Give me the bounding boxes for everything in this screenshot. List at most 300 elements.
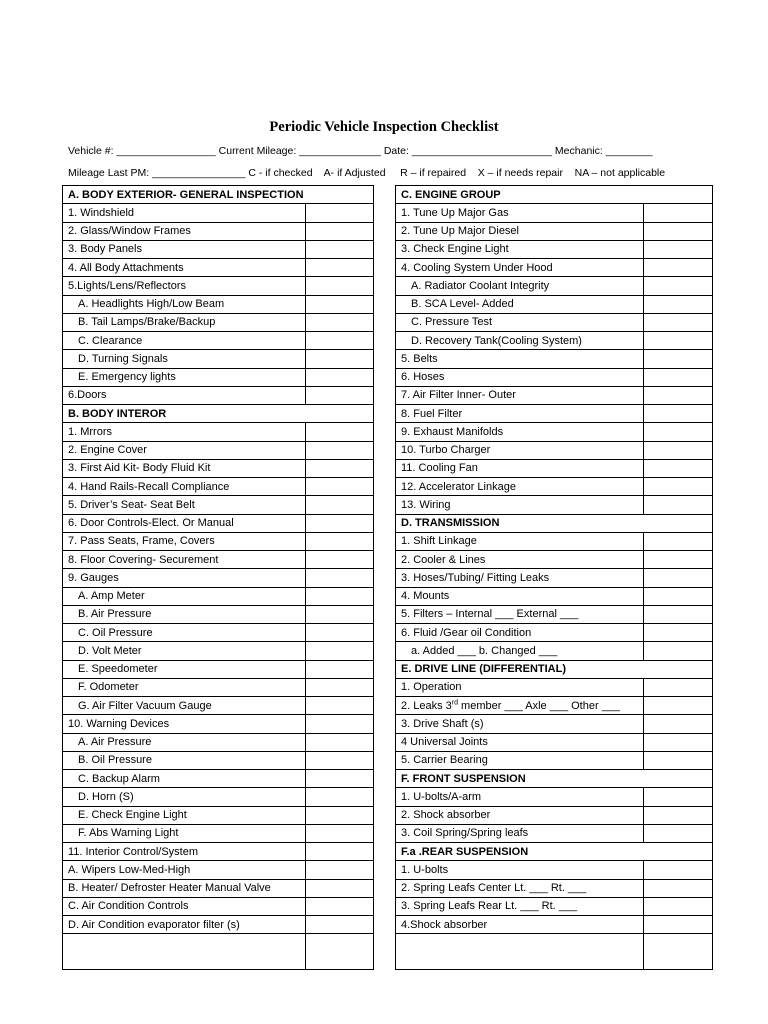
- check-entry-cell[interactable]: [644, 642, 713, 660]
- checklist-row: [396, 861, 713, 879]
- check-entry-cell[interactable]: [644, 313, 713, 331]
- item-label: 3. Coil Spring/Spring leafs: [401, 827, 529, 840]
- item-label-cell: [396, 551, 644, 569]
- checklist-row: [396, 313, 713, 331]
- check-entry-cell[interactable]: [644, 295, 713, 313]
- checklist-row: [63, 204, 374, 222]
- check-entry-cell[interactable]: [644, 240, 713, 258]
- item-label-cell: [63, 514, 306, 532]
- check-entry-cell[interactable]: [306, 806, 374, 824]
- item-label: C. Pressure Test: [411, 316, 493, 329]
- check-entry-cell[interactable]: [644, 897, 713, 915]
- check-entry-cell[interactable]: [644, 587, 713, 605]
- item-label-cell: [63, 350, 306, 368]
- check-entry-cell[interactable]: [644, 861, 713, 879]
- page-title: Periodic Vehicle Inspection Checklist: [269, 119, 499, 135]
- check-entry-cell[interactable]: [306, 386, 374, 404]
- item-label-cell: [63, 295, 306, 313]
- item-label-cell: [396, 478, 644, 496]
- checklist-row: [63, 751, 374, 769]
- item-label-cell: [63, 277, 306, 295]
- item-label-cell: [63, 916, 306, 934]
- check-entry-cell[interactable]: [644, 624, 713, 642]
- checklist-row: [63, 824, 374, 842]
- item-label-cell: [63, 532, 306, 550]
- checklist-row: [63, 916, 374, 934]
- item-label: D. Recovery Tank(Cooling System): [411, 334, 582, 347]
- checklist-row: [63, 660, 374, 678]
- check-entry-cell[interactable]: [644, 806, 713, 824]
- item-label: 2. Leaks 3: [401, 699, 452, 712]
- item-label-cell: [396, 386, 644, 404]
- item-label: 3. Hoses/Tubing/ Fitting Leaks: [401, 571, 550, 584]
- checklist-row: [396, 879, 713, 897]
- checklist-row: [396, 259, 713, 277]
- check-entry-cell[interactable]: [644, 423, 713, 441]
- checklist-row: [63, 532, 374, 550]
- item-label-cell: [63, 605, 306, 623]
- item-label: A. Wipers Low-Med-High: [68, 863, 191, 876]
- item-label: E. Emergency lights: [78, 371, 176, 384]
- check-entry-cell[interactable]: [306, 587, 374, 605]
- check-entry-cell[interactable]: [306, 478, 374, 496]
- item-label: 8. Fuel Filter: [401, 407, 463, 420]
- checklist-row: [396, 697, 713, 715]
- check-entry-cell[interactable]: [644, 350, 713, 368]
- checklist-row: [396, 478, 713, 496]
- item-label-cell: [396, 697, 644, 715]
- checklist-row: [63, 624, 374, 642]
- section-title-cell: [396, 770, 713, 788]
- check-entry-cell[interactable]: [644, 222, 713, 240]
- checklist-row: [396, 605, 713, 623]
- checklist-row: [63, 514, 374, 532]
- item-label-cell: [396, 916, 644, 934]
- section-title-cell: [396, 186, 713, 204]
- check-entry-cell[interactable]: [306, 843, 374, 861]
- item-label-cell: [396, 240, 644, 258]
- check-entry-cell[interactable]: [306, 277, 374, 295]
- check-entry-cell[interactable]: [644, 368, 713, 386]
- item-label-cell: [63, 770, 306, 788]
- item-label: 5. Belts: [401, 352, 438, 365]
- check-entry-cell[interactable]: [644, 204, 713, 222]
- item-label-cell: [63, 587, 306, 605]
- check-entry-cell[interactable]: [306, 332, 374, 350]
- checklist-row: [63, 697, 374, 715]
- section-title: E. DRIVE LINE (DIFFERENTIAL): [401, 663, 566, 676]
- item-label-cell: [63, 313, 306, 331]
- item-label-cell: [396, 751, 644, 769]
- item-label: 3. Drive Shaft (s): [401, 717, 484, 730]
- item-label: 11. Cooling Fan: [401, 462, 478, 475]
- item-label-cell: [396, 879, 644, 897]
- item-label: 2. Glass/Window Frames: [68, 225, 191, 238]
- check-entry-cell[interactable]: [306, 350, 374, 368]
- check-entry-cell[interactable]: [306, 879, 374, 897]
- item-label: C. Oil Pressure: [78, 626, 153, 639]
- item-label-cell: [63, 824, 306, 842]
- checklist-row: [396, 405, 713, 423]
- check-entry-cell[interactable]: [306, 751, 374, 769]
- item-label-cell: [396, 824, 644, 842]
- item-label: 5. Carrier Bearing: [401, 754, 488, 767]
- check-entry-cell[interactable]: [306, 770, 374, 788]
- check-entry-cell[interactable]: [644, 916, 713, 934]
- check-entry-cell[interactable]: [306, 532, 374, 550]
- checklist-row: [63, 551, 374, 569]
- checklist-row: [63, 277, 374, 295]
- check-entry-cell[interactable]: [306, 861, 374, 879]
- item-label: 2. Shock absorber: [401, 809, 491, 822]
- checklist-row: [63, 496, 374, 514]
- checklist-row: [63, 222, 374, 240]
- item-label: 9. Exhaust Manifolds: [401, 425, 504, 438]
- item-label: E. Speedometer: [78, 663, 158, 676]
- item-label: C. Backup Alarm: [78, 772, 160, 785]
- item-label: B. Oil Pressure: [78, 754, 152, 767]
- check-entry-cell[interactable]: [306, 916, 374, 934]
- item-label: 4. Cooling System Under Hood: [401, 261, 553, 274]
- item-label: D. Horn (S): [78, 790, 134, 803]
- item-label: 5.Lights/Lens/Reflectors: [68, 279, 187, 292]
- item-label-cell: [63, 441, 306, 459]
- checklist-row: [63, 715, 374, 733]
- checklist-row: [396, 897, 713, 915]
- check-entry-cell[interactable]: [306, 240, 374, 258]
- check-entry-cell[interactable]: [306, 496, 374, 514]
- item-label-cell: [396, 332, 644, 350]
- checklist-row: [63, 368, 374, 386]
- item-label: F. Odometer: [78, 681, 139, 694]
- checklist-row: [63, 806, 374, 824]
- item-label: A. Headlights High/Low Beam: [78, 298, 225, 311]
- item-label-cell: [396, 259, 644, 277]
- item-label: a. Added ___ b. Changed ___: [411, 644, 558, 657]
- check-entry-cell[interactable]: [644, 277, 713, 295]
- checklist-row: [63, 459, 374, 477]
- checklist-row: [63, 770, 374, 788]
- checklist-row: [63, 259, 374, 277]
- check-entry-cell[interactable]: [644, 441, 713, 459]
- item-label-cell: [396, 350, 644, 368]
- check-entry-cell[interactable]: [644, 405, 713, 423]
- check-entry-cell[interactable]: [306, 897, 374, 915]
- item-label-cell: [63, 222, 306, 240]
- checklist-row: [396, 532, 713, 550]
- check-entry-cell[interactable]: [644, 678, 713, 696]
- checklist-row: [396, 204, 713, 222]
- checklist-row: [63, 386, 374, 404]
- vehicle-info-line: Vehicle #: _________________ Current Mileage: ______________ Date: ________________________ Mechanic: ________: [68, 145, 653, 157]
- item-label: 2. Spring Leafs Center Lt. ___ Rt. ___: [401, 882, 587, 895]
- check-entry-cell[interactable]: [644, 496, 713, 514]
- item-label-cell: [63, 423, 306, 441]
- section-title: C. ENGINE GROUP: [401, 188, 501, 201]
- item-label: D. Volt Meter: [78, 644, 142, 657]
- item-label-cell: [63, 697, 306, 715]
- item-label-cell: [63, 332, 306, 350]
- item-label: 7. Air Filter Inner- Outer: [401, 389, 516, 402]
- item-label-cell: [63, 204, 306, 222]
- item-label-cell: [396, 897, 644, 915]
- check-entry-cell[interactable]: [644, 532, 713, 550]
- check-entry-cell[interactable]: [644, 934, 713, 970]
- section-title: A. BODY EXTERIOR- GENERAL INSPECTION: [68, 188, 304, 201]
- section-header-row: [396, 514, 713, 532]
- item-label-cell: [63, 861, 306, 879]
- check-entry-cell[interactable]: [306, 441, 374, 459]
- checklist-row: [63, 350, 374, 368]
- item-label: E. Check Engine Light: [78, 809, 187, 822]
- item-label: C. Clearance: [78, 334, 143, 347]
- item-label-cell: [63, 934, 306, 970]
- check-entry-cell[interactable]: [644, 751, 713, 769]
- item-label: 11. Interior Control/System: [68, 845, 199, 858]
- check-entry-cell[interactable]: [306, 368, 374, 386]
- check-entry-cell[interactable]: [306, 569, 374, 587]
- item-label-cell: [396, 569, 644, 587]
- check-entry-cell[interactable]: [306, 824, 374, 842]
- checklist-row: [63, 295, 374, 313]
- check-entry-cell[interactable]: [644, 332, 713, 350]
- section-header-row: [396, 770, 713, 788]
- check-entry-cell[interactable]: [644, 715, 713, 733]
- item-label: 3. Body Panels: [68, 243, 142, 256]
- blank-row: [63, 934, 374, 970]
- check-entry-cell[interactable]: [306, 423, 374, 441]
- item-label-cell: [63, 386, 306, 404]
- section-title-cell: [63, 405, 374, 423]
- item-label: A. Radiator Coolant Integrity: [411, 279, 550, 292]
- item-label-cell: [396, 496, 644, 514]
- checklist-row: [63, 879, 374, 897]
- right-checklist-table: [395, 185, 713, 970]
- item-label: B. SCA Level- Added: [411, 298, 514, 311]
- checklist-row: [396, 751, 713, 769]
- item-label-cell: [396, 624, 644, 642]
- check-entry-cell[interactable]: [306, 459, 374, 477]
- check-entry-cell[interactable]: [306, 697, 374, 715]
- item-label-cell: [63, 569, 306, 587]
- item-label-cell: [63, 678, 306, 696]
- checklist-row: [396, 678, 713, 696]
- section-header-row: [396, 843, 713, 861]
- check-entry-cell[interactable]: [644, 605, 713, 623]
- check-entry-cell[interactable]: [644, 569, 713, 587]
- left-checklist-table: [62, 185, 374, 970]
- checklist-row: [396, 624, 713, 642]
- section-title: F. FRONT SUSPENSION: [401, 772, 526, 785]
- checklist-row: [396, 806, 713, 824]
- checklist-row: [63, 240, 374, 258]
- check-entry-cell[interactable]: [644, 478, 713, 496]
- section-header-row: [396, 186, 713, 204]
- checklist-row: [63, 332, 374, 350]
- item-label: 8. Floor Covering- Securement: [68, 553, 219, 566]
- item-label-cell: [396, 861, 644, 879]
- item-label-cell: [63, 642, 306, 660]
- checklist-row: [63, 733, 374, 751]
- item-label: 1. U-bolts/A-arm: [401, 790, 482, 803]
- item-label: 10. Warning Devices: [68, 717, 170, 730]
- item-label: 1. U-bolts: [401, 863, 449, 876]
- item-label-cell: [63, 788, 306, 806]
- left-checklist-body: [63, 186, 374, 970]
- item-label: 6. Hoses: [401, 371, 445, 384]
- item-label: 4. All Body Attachments: [68, 261, 184, 274]
- item-label-cell: [63, 715, 306, 733]
- item-label: 2. Cooler & Lines: [401, 553, 486, 566]
- checklist-row: [63, 605, 374, 623]
- item-label: B. Heater/ Defroster Heater Manual Valve: [68, 882, 271, 895]
- item-label-cell: [63, 806, 306, 824]
- item-label: 3. Spring Leafs Rear Lt. ___ Rt. ___: [401, 900, 578, 913]
- section-header-row: [396, 660, 713, 678]
- item-label: F. Abs Warning Light: [78, 827, 179, 840]
- check-entry-cell[interactable]: [306, 642, 374, 660]
- checklist-row: [396, 459, 713, 477]
- check-entry-cell[interactable]: [306, 313, 374, 331]
- blank-row: [396, 934, 713, 970]
- item-label: 4. Mounts: [401, 590, 450, 603]
- checklist-row: [63, 569, 374, 587]
- check-entry-cell[interactable]: [644, 788, 713, 806]
- section-title-cell: [396, 843, 713, 861]
- item-label: 10. Turbo Charger: [401, 444, 491, 457]
- item-label: 6.Doors: [68, 389, 107, 402]
- item-label-cell: [396, 788, 644, 806]
- item-label: D. Air Condition evaporator filter (s): [68, 918, 240, 931]
- checklist-row: [63, 642, 374, 660]
- check-entry-cell[interactable]: [306, 295, 374, 313]
- item-label-cell: [396, 605, 644, 623]
- item-label-cell: [396, 678, 644, 696]
- check-entry-cell[interactable]: [306, 788, 374, 806]
- checklist-row: [396, 423, 713, 441]
- checklist-row: [396, 350, 713, 368]
- item-label-cell: [63, 478, 306, 496]
- item-label-cell: [396, 806, 644, 824]
- check-entry-cell[interactable]: [644, 733, 713, 751]
- item-label-cell: [396, 368, 644, 386]
- item-label-cell: [63, 624, 306, 642]
- item-label: 7. Pass Seats, Frame, Covers: [68, 535, 215, 548]
- item-label: 4.Shock absorber: [401, 918, 488, 931]
- check-entry-cell[interactable]: [644, 824, 713, 842]
- checklist-row: [396, 277, 713, 295]
- item-label-cell: [63, 259, 306, 277]
- item-label-cell: [63, 459, 306, 477]
- item-label: 1. Windshield: [68, 206, 135, 219]
- check-entry-cell[interactable]: [306, 715, 374, 733]
- check-entry-cell[interactable]: [306, 660, 374, 678]
- check-entry-cell[interactable]: [306, 624, 374, 642]
- checklist-row: [396, 715, 713, 733]
- checklist-row: [63, 478, 374, 496]
- item-label: 1. Operation: [401, 681, 462, 694]
- item-label: D. Turning Signals: [78, 352, 168, 365]
- section-header-row: [63, 405, 374, 423]
- checklist-row: [396, 441, 713, 459]
- section-title: D. TRANSMISSION: [401, 517, 500, 530]
- item-label: 4 Universal Joints: [401, 736, 488, 749]
- item-label-cell: [396, 733, 644, 751]
- item-label: 4. Hand Rails-Recall Compliance: [68, 480, 230, 493]
- checklist-row: [63, 587, 374, 605]
- item-label: A. Air Pressure: [78, 736, 152, 749]
- item-label: 2. Tune Up Major Diesel: [401, 225, 519, 238]
- item-label-cell: [396, 204, 644, 222]
- checklist-row: [396, 788, 713, 806]
- check-entry-cell[interactable]: [306, 222, 374, 240]
- right-checklist-body: [396, 186, 713, 970]
- check-entry-cell[interactable]: [306, 514, 374, 532]
- item-label-cell: [63, 496, 306, 514]
- checklist-row: [63, 897, 374, 915]
- item-label-cell: [63, 897, 306, 915]
- checklist-row: [63, 678, 374, 696]
- check-entry-cell[interactable]: [644, 551, 713, 569]
- check-entry-cell[interactable]: [306, 259, 374, 277]
- check-entry-cell[interactable]: [306, 551, 374, 569]
- check-entry-cell[interactable]: [306, 204, 374, 222]
- checklist-row: [396, 332, 713, 350]
- checklist-row: [396, 569, 713, 587]
- checklist-row: [63, 788, 374, 806]
- check-entry-cell[interactable]: [306, 605, 374, 623]
- item-label-cell: [63, 660, 306, 678]
- check-entry-cell[interactable]: [644, 259, 713, 277]
- item-label: 1. Shift Linkage: [401, 535, 477, 548]
- section-title: B. BODY INTEROR: [68, 407, 167, 420]
- ordinal-suffix: rd: [451, 698, 458, 706]
- item-label-cell: [63, 751, 306, 769]
- check-entry-cell[interactable]: [644, 386, 713, 404]
- item-label-cell: [396, 587, 644, 605]
- item-label-cell: [396, 532, 644, 550]
- item-label: G. Air Filter Vacuum Gauge: [78, 699, 212, 712]
- item-label-cell: [63, 879, 306, 897]
- checklist-row: [396, 587, 713, 605]
- item-label-cell: [396, 423, 644, 441]
- checklist-row: [396, 295, 713, 313]
- check-entry-cell[interactable]: [644, 697, 713, 715]
- item-label-cell: [63, 240, 306, 258]
- checklist-row: [396, 240, 713, 258]
- item-label: C. Air Condition Controls: [68, 900, 189, 913]
- checklist-row: [63, 843, 374, 861]
- checklist-row: [396, 824, 713, 842]
- item-label-cell: [396, 222, 644, 240]
- item-label: 2. Engine Cover: [68, 444, 147, 457]
- check-entry-cell[interactable]: [306, 733, 374, 751]
- section-header-row: [63, 186, 374, 204]
- check-entry-cell[interactable]: [306, 934, 374, 970]
- item-label-cell: [396, 277, 644, 295]
- checklist-row: [63, 861, 374, 879]
- item-label: 3. First Aid Kit- Body Fluid Kit: [68, 462, 211, 475]
- check-entry-cell[interactable]: [644, 879, 713, 897]
- item-label-continued: member ___ Axle ___ Other ___: [458, 699, 621, 712]
- check-entry-cell[interactable]: [306, 678, 374, 696]
- checklist-row: [396, 386, 713, 404]
- check-entry-cell[interactable]: [644, 459, 713, 477]
- checklist-row: [63, 423, 374, 441]
- item-label: B. Tail Lamps/Brake/Backup: [78, 316, 216, 329]
- section-title-cell: [396, 514, 713, 532]
- checklist-row: [396, 222, 713, 240]
